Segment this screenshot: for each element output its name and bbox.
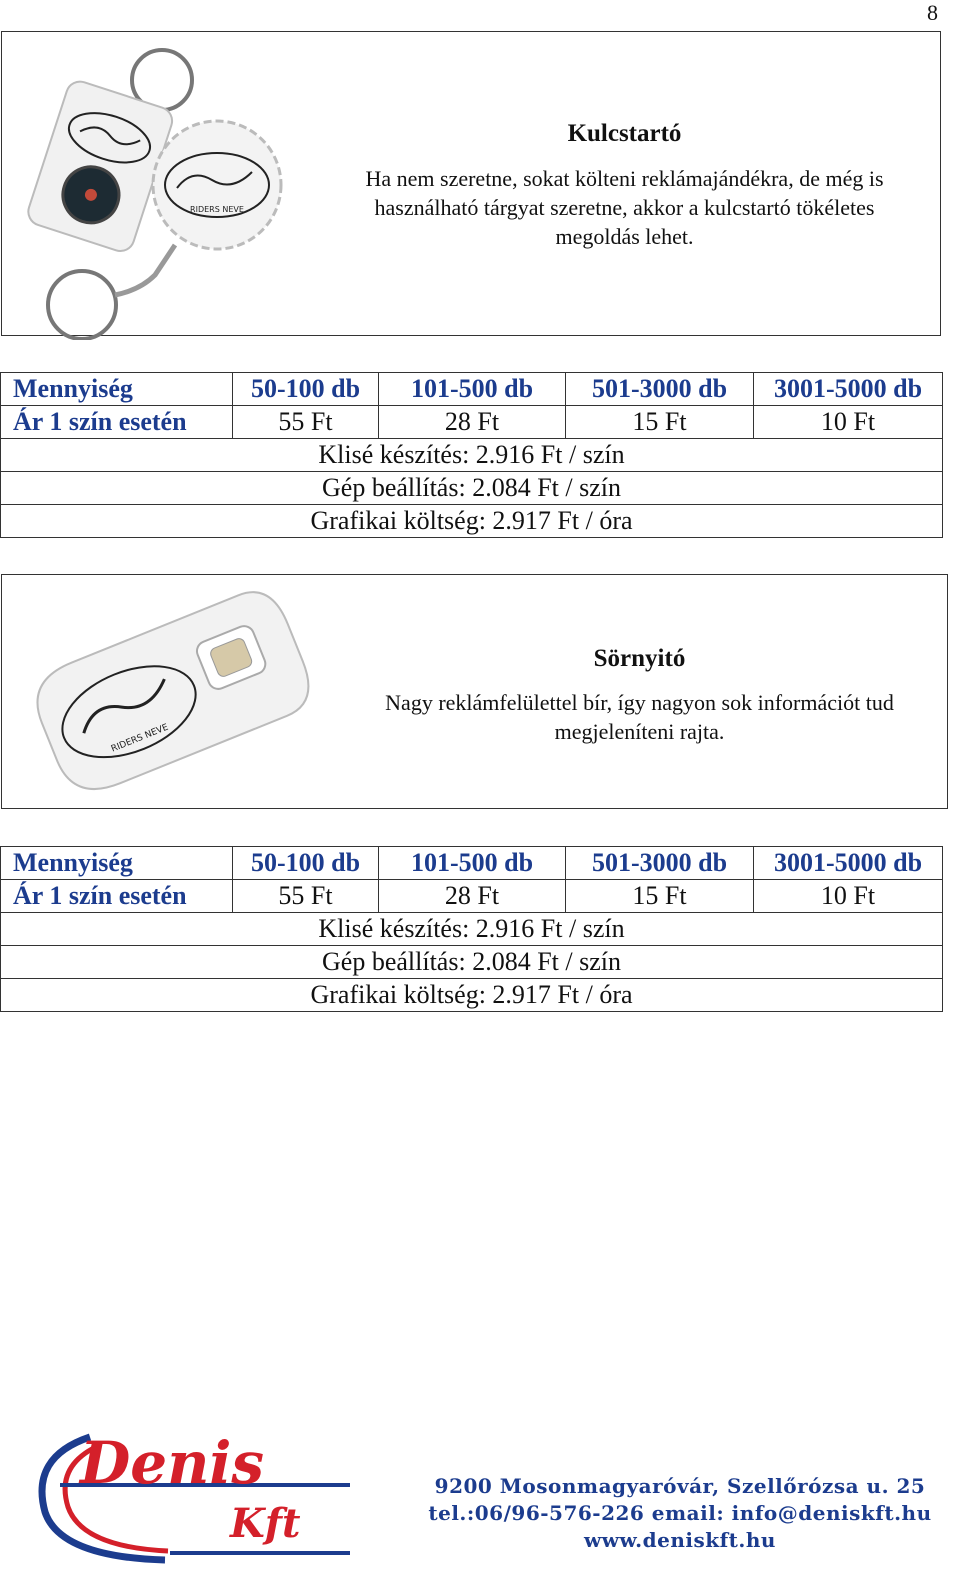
image-label: RIDERS NEVE	[190, 205, 244, 214]
tier-header: 501-3000 db	[566, 373, 754, 406]
price-cell: 55 Ft	[233, 406, 379, 439]
footer-contact-line: tel.:06/96-576-226 email: info@deniskft.hu	[428, 1501, 932, 1525]
table-header-row	[1, 847, 943, 880]
product-card-keychain	[1, 31, 941, 336]
product-description: Nagy reklámfelülettel bír, így nagyon sok információt tud megjeleníteni rajta.	[385, 690, 894, 744]
price-row-label: Ár 1 szín esetén	[1, 406, 233, 439]
footer-address: 9200 Mosonmagyaróvár, Szellőrózsa u. 25	[434, 1474, 926, 1498]
table-row	[1, 439, 943, 472]
extra-cost: Grafikai költség: 2.917 Ft / óra	[1, 505, 943, 538]
table-row	[1, 946, 943, 979]
tier-header: 101-500 db	[379, 373, 566, 406]
table-row	[1, 913, 943, 946]
table-row	[1, 505, 943, 538]
bottle-opener-image	[10, 583, 330, 803]
price-cell: 10 Ft	[754, 880, 943, 913]
price-cell: 28 Ft	[379, 880, 566, 913]
table-row	[1, 880, 943, 913]
price-cell: 28 Ft	[379, 406, 566, 439]
product-title: Kulcstartó	[567, 120, 682, 147]
image-label: RIDERS NEVE	[109, 722, 170, 755]
price-cell: 15 Ft	[566, 880, 754, 913]
quantity-header: Mennyiség	[1, 847, 233, 880]
extra-cost: Gép beállítás: 2.084 Ft / szín	[1, 472, 943, 505]
denis-kft-logo	[20, 1425, 360, 1565]
tier-header: 3001-5000 db	[754, 847, 943, 880]
logo-main: Denis	[80, 1429, 265, 1497]
price-row-label: Ár 1 szín esetén	[1, 880, 233, 913]
table-header-row	[1, 373, 943, 406]
footer-website: www.deniskft.hu	[584, 1528, 776, 1552]
price-cell: 10 Ft	[754, 406, 943, 439]
extra-cost: Grafikai költség: 2.917 Ft / óra	[1, 979, 943, 1012]
price-table-bottle-opener	[0, 846, 943, 1012]
extra-cost: Klisé készítés: 2.916 Ft / szín	[1, 439, 943, 472]
keychain-image	[27, 40, 287, 340]
quantity-header: Mennyiség	[1, 373, 233, 406]
product-description: Ha nem szeretne, sokat költeni reklámajándékra, de még is használható tárgyat szeretne, akkor a kulcstartó tökéletes megoldás lehet.	[365, 166, 884, 249]
table-row	[1, 472, 943, 505]
price-cell: 55 Ft	[233, 880, 379, 913]
footer-contact	[420, 1473, 940, 1554]
extra-cost: Gép beállítás: 2.084 Ft / szín	[1, 946, 943, 979]
product-title: Sörnyitó	[593, 645, 686, 672]
page-number: 8	[927, 0, 938, 25]
tier-header: 50-100 db	[233, 847, 379, 880]
tier-header: 3001-5000 db	[754, 373, 943, 406]
price-table-keychain	[0, 372, 943, 538]
table-row	[1, 979, 943, 1012]
logo-sub: Kft	[230, 1500, 301, 1547]
product-card-bottle-opener	[1, 574, 948, 809]
table-row	[1, 406, 943, 439]
tier-header: 101-500 db	[379, 847, 566, 880]
tier-header: 501-3000 db	[566, 847, 754, 880]
price-cell: 15 Ft	[566, 406, 754, 439]
tier-header: 50-100 db	[233, 373, 379, 406]
extra-cost: Klisé készítés: 2.916 Ft / szín	[1, 913, 943, 946]
